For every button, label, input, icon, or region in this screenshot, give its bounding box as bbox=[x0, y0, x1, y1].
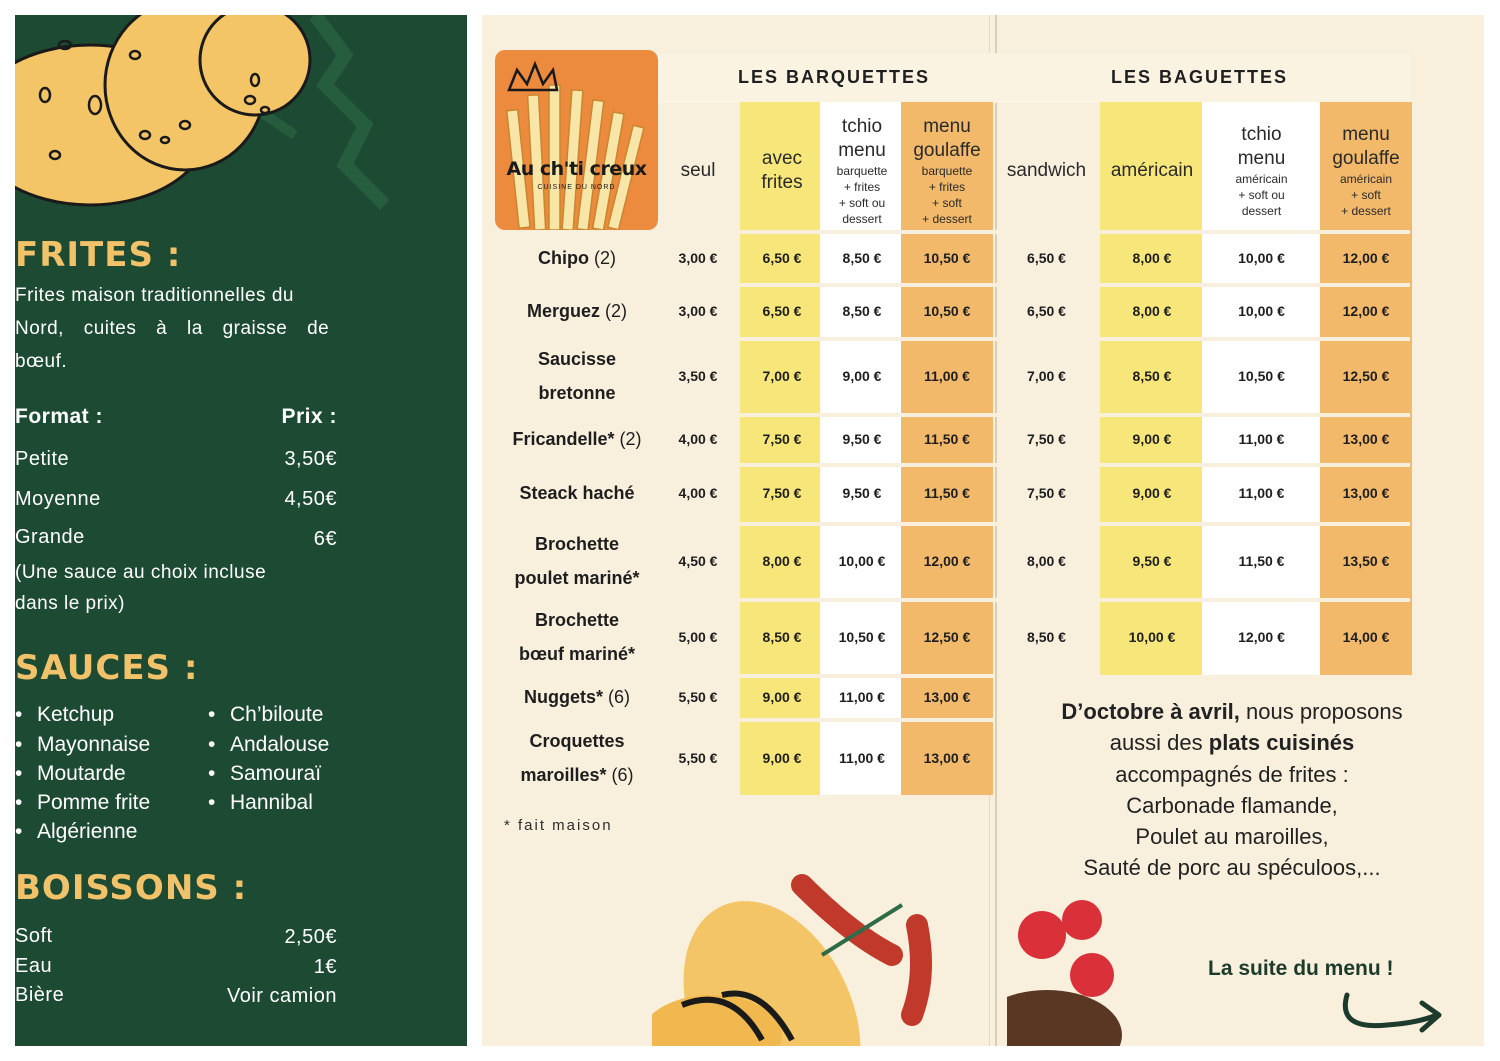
price-cell: 11,50 € bbox=[924, 485, 970, 501]
price-cell: 11,00 € bbox=[1238, 431, 1285, 447]
menu-item-name: Steack haché bbox=[519, 483, 635, 503]
price-cell: 12,50 € bbox=[923, 629, 971, 645]
next-page-text: La suite du menu ! bbox=[1208, 957, 1394, 980]
price-cell: 10,50 € bbox=[923, 303, 971, 319]
price-cell: 11,00 € bbox=[924, 368, 970, 384]
tomato-steak-illustration bbox=[1007, 895, 1207, 1046]
frites-desc-line-1: Frites maison traditionnelles du bbox=[15, 285, 294, 306]
sauce-item: • Pomme frite bbox=[37, 791, 150, 815]
price-cell: 13,50 € bbox=[1342, 553, 1390, 569]
barquettes-title: LES BARQUETTES bbox=[738, 67, 931, 87]
logo-name: Au ch'ti creux bbox=[506, 158, 647, 180]
seasonal-line-6: Sauté de porc au spéculoos,... bbox=[1083, 855, 1381, 880]
seasonal-lead-bold: D’octobre à avril, bbox=[1061, 699, 1240, 724]
price-cell: 8,50 € bbox=[842, 250, 882, 266]
price-cell: 12,00 € bbox=[923, 553, 971, 569]
price-cell: 5,50 € bbox=[678, 750, 718, 766]
price-cell: 3,00 € bbox=[678, 250, 718, 266]
frites-desc-line-3: bœuf. bbox=[15, 351, 68, 372]
logo bbox=[495, 50, 658, 230]
price-cell: 11,00 € bbox=[1238, 485, 1285, 501]
price-cell: 11,50 € bbox=[924, 431, 970, 447]
seasonal-line2-bold: plats cuisinés bbox=[1208, 730, 1355, 755]
price-cell: 8,50 € bbox=[842, 303, 882, 319]
price-cell: 3,50 € bbox=[678, 368, 718, 384]
sauce-item: • Mayonnaise bbox=[37, 733, 150, 757]
column-header: sandwich bbox=[1006, 160, 1087, 181]
price-cell: 5,00 € bbox=[678, 629, 718, 645]
price-cell: 4,00 € bbox=[678, 431, 718, 447]
menu-item-name: Chipo (2) bbox=[538, 248, 616, 268]
price-cell: 6,50 € bbox=[762, 250, 802, 266]
column-header: tchio menu barquette + frites + soft ou dessert bbox=[836, 116, 888, 226]
price-cell: 11,50 € bbox=[1238, 553, 1285, 569]
menu-item-name: Nuggets* (6) bbox=[523, 687, 630, 707]
price-cell: 10,00 € bbox=[1238, 303, 1285, 319]
seasonal-line-3: accompagnés de frites : bbox=[1115, 762, 1349, 787]
price-cell: 7,50 € bbox=[1027, 431, 1066, 447]
price-cell: 10,50 € bbox=[923, 250, 971, 266]
price-cell: 8,00 € bbox=[762, 553, 802, 569]
boisson-biere-price: Voir camion bbox=[227, 985, 337, 1007]
boisson-soft-label: Soft bbox=[15, 925, 53, 947]
price-cell: 3,00 € bbox=[678, 303, 718, 319]
size-grande-label: Grande bbox=[15, 526, 85, 548]
seasonal-lead-rest: nous proposons bbox=[1239, 699, 1403, 724]
sauce-item: • Moutarde bbox=[37, 762, 126, 786]
footnote: * fait maison bbox=[504, 817, 613, 834]
price-cell: 7,50 € bbox=[762, 431, 802, 447]
sauce-item: • Ch’biloute bbox=[230, 703, 323, 727]
sauces-title: SAUCES : bbox=[15, 648, 199, 688]
price-cell: 5,50 € bbox=[678, 689, 718, 705]
size-petite-price: 3,50€ bbox=[284, 448, 337, 470]
logo-tagline: CUISINE DU NORD bbox=[537, 184, 616, 191]
price-cell: 7,50 € bbox=[1027, 485, 1066, 501]
menu-item-name: Brochette bœuf mariné* bbox=[518, 610, 635, 664]
price-cell: 8,00 € bbox=[1132, 250, 1172, 266]
sauce-item: • Hannibal bbox=[230, 791, 313, 815]
sauce-item: • Andalouse bbox=[230, 733, 329, 757]
seasonal-line-4: Carbonade flamande, bbox=[1126, 793, 1338, 818]
price-cell: 4,00 € bbox=[678, 485, 718, 501]
price-cell: 8,00 € bbox=[1027, 553, 1066, 569]
price-cell: 9,00 € bbox=[762, 689, 802, 705]
price-header: Prix : bbox=[281, 405, 337, 428]
price-cell: 8,00 € bbox=[1132, 303, 1172, 319]
price-cell: 6,50 € bbox=[1027, 303, 1066, 319]
sauce-item: • Ketchup bbox=[37, 703, 114, 727]
column-header: menu goulaffe barquette + frites + soft + dessert bbox=[913, 116, 981, 226]
boisson-eau-label: Eau bbox=[15, 955, 53, 977]
frites-desc-line-2: Nord, cuites à la graisse de bbox=[15, 318, 330, 339]
column-header: américain bbox=[1110, 160, 1194, 181]
seasonal-line-2 bbox=[1002, 730, 1462, 756]
price-cell: 9,00 € bbox=[842, 368, 882, 384]
menu-item-name: Saucisse bretonne bbox=[537, 349, 617, 403]
price-cell: 7,50 € bbox=[762, 485, 802, 501]
sauce-item: • Algérienne bbox=[37, 820, 137, 844]
frites-title: FRITES : bbox=[15, 235, 182, 275]
price-cell: 4,50 € bbox=[678, 553, 718, 569]
price-cell: 9,00 € bbox=[1132, 431, 1172, 447]
price-cell: 6,50 € bbox=[1027, 250, 1066, 266]
menu-item-name: Merguez (2) bbox=[526, 301, 627, 321]
price-cell: 7,00 € bbox=[762, 368, 802, 384]
price-cell: 12,00 € bbox=[1342, 303, 1390, 319]
sauce-note-line-1: (Une sauce au choix incluse bbox=[15, 562, 267, 583]
arrow-right-icon bbox=[1337, 985, 1447, 1040]
price-cell: 8,50 € bbox=[1027, 629, 1066, 645]
price-cell: 6,50 € bbox=[762, 303, 802, 319]
price-cell: 9,00 € bbox=[762, 750, 802, 766]
price-cell: 12,00 € bbox=[1342, 250, 1390, 266]
price-cell: 13,00 € bbox=[1342, 485, 1390, 501]
baguette-sausage-illustration bbox=[652, 865, 1012, 1046]
size-moyenne-price: 4,50€ bbox=[284, 488, 337, 510]
seasonal-line-5: Poulet au maroilles, bbox=[1135, 824, 1329, 849]
boissons-title: BOISSONS : bbox=[15, 868, 248, 908]
price-cell: 10,00 € bbox=[838, 553, 886, 569]
price-cell: 11,00 € bbox=[839, 750, 885, 766]
price-cell: 12,00 € bbox=[1238, 629, 1285, 645]
menu-item-name: Fricandelle* (2) bbox=[512, 429, 642, 449]
menu-item-name: Croquettes maroilles* (6) bbox=[520, 731, 634, 785]
price-cell: 8,50 € bbox=[1132, 368, 1172, 384]
price-cell: 10,50 € bbox=[1238, 368, 1285, 384]
sauce-note-line-2: dans le prix) bbox=[15, 593, 125, 614]
seasonal-line2-pre: aussi des bbox=[1109, 730, 1209, 755]
price-cell: 12,50 € bbox=[1342, 368, 1390, 384]
size-grande-price: 6€ bbox=[313, 528, 337, 550]
left-panel bbox=[15, 15, 467, 1046]
column-header: tchio menu américain + soft ou dessert bbox=[1235, 124, 1288, 218]
price-cell: 9,50 € bbox=[842, 485, 882, 501]
price-cell: 8,50 € bbox=[762, 629, 802, 645]
price-cell: 9,00 € bbox=[1132, 485, 1172, 501]
sauce-item: • Samouraï bbox=[230, 762, 321, 786]
format-header: Format : bbox=[15, 405, 103, 428]
price-cell: 10,00 € bbox=[1128, 629, 1176, 645]
seasonal-line-1 bbox=[1002, 699, 1462, 725]
price-cell: 13,00 € bbox=[923, 750, 971, 766]
column-header: avec frites bbox=[761, 148, 803, 193]
price-cell: 9,50 € bbox=[1132, 553, 1172, 569]
column-header: menu goulaffe américain + soft + dessert bbox=[1332, 124, 1400, 218]
potato-illustration bbox=[15, 15, 467, 215]
price-cell: 14,00 € bbox=[1342, 629, 1390, 645]
column-header: seul bbox=[680, 160, 716, 181]
price-cell: 7,00 € bbox=[1027, 368, 1066, 384]
boisson-biere-label: Bière bbox=[15, 984, 65, 1006]
menu-item-name: Brochette poulet mariné* bbox=[514, 534, 640, 588]
price-cell: 11,00 € bbox=[839, 689, 885, 705]
price-cell: 13,00 € bbox=[923, 689, 971, 705]
size-moyenne-label: Moyenne bbox=[15, 488, 101, 510]
baguettes-title: LES BAGUETTES bbox=[1111, 67, 1289, 87]
size-petite-label: Petite bbox=[15, 448, 70, 470]
fries-logo-icon bbox=[495, 50, 658, 230]
price-cell: 9,50 € bbox=[842, 431, 882, 447]
boisson-eau-price: 1€ bbox=[313, 956, 337, 978]
boisson-soft-price: 2,50€ bbox=[284, 926, 337, 948]
right-panel bbox=[482, 15, 1484, 1046]
price-cell: 10,50 € bbox=[838, 629, 886, 645]
price-cell: 13,00 € bbox=[1342, 431, 1390, 447]
price-cell: 10,00 € bbox=[1238, 250, 1285, 266]
